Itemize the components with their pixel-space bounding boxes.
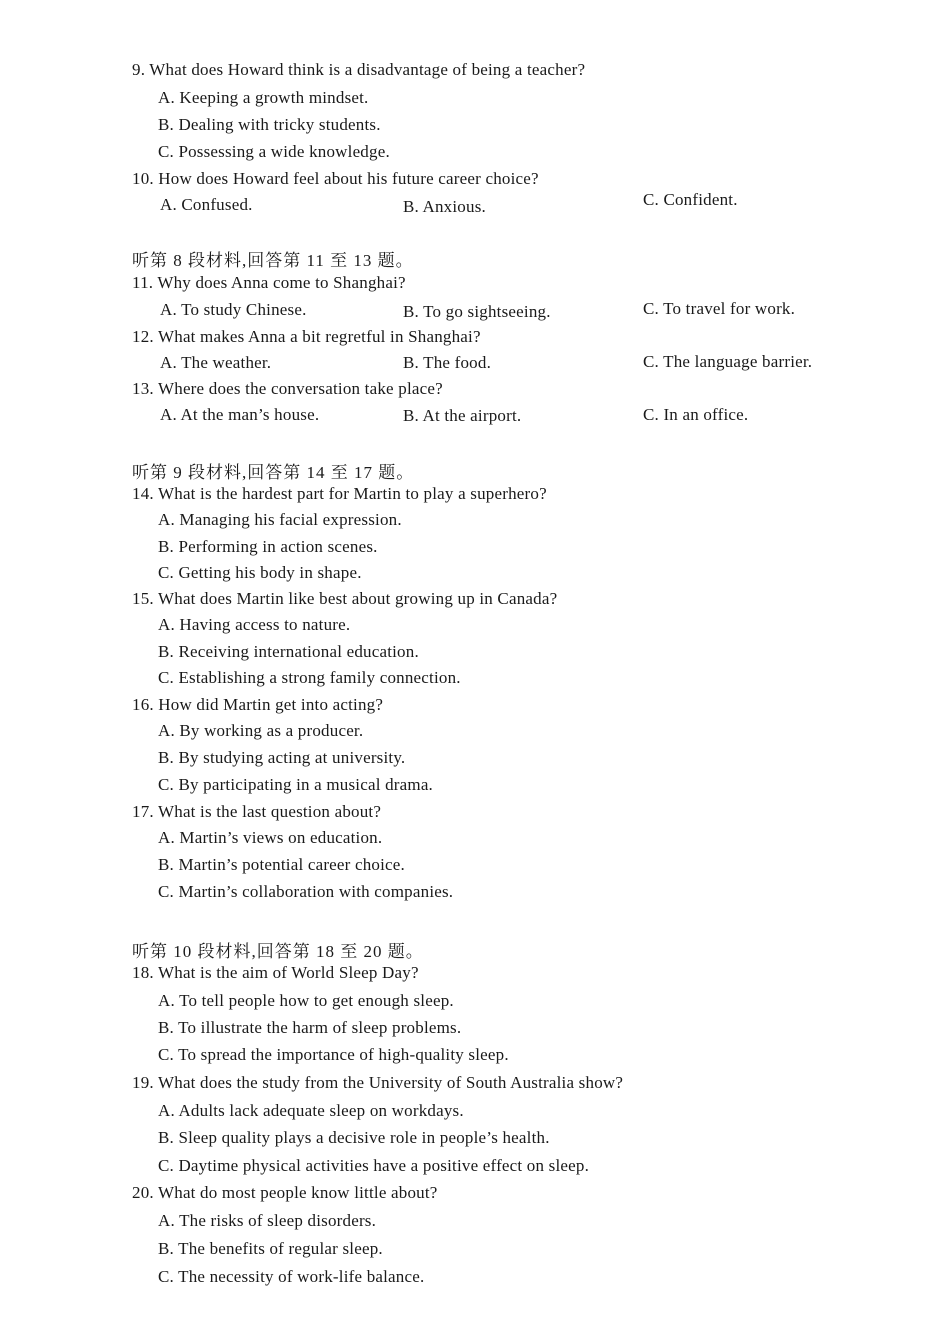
q19-option-b: B. Sleep quality plays a decisive role in people’s health. bbox=[158, 1128, 550, 1147]
q17-option-b: B. Martin’s potential career choice. bbox=[158, 855, 405, 874]
question-14: 14. What is the hardest part for Martin to play a superhero? bbox=[132, 484, 547, 503]
q15-option-b: B. Receiving international education. bbox=[158, 642, 419, 661]
q14-option-a: A. Managing his facial expression. bbox=[158, 510, 402, 529]
q17-option-c: C. Martin’s collaboration with companies. bbox=[158, 882, 454, 901]
q15-option-a: A. Having access to nature. bbox=[158, 615, 351, 634]
question-17: 17. What is the last question about? bbox=[132, 802, 382, 821]
question-10: 10. How does Howard feel about his future career choice? bbox=[132, 169, 539, 188]
question-9: 9. What does Howard think is a disadvantage of being a teacher? bbox=[132, 60, 586, 79]
q13-option-a: A. At the man’s house. bbox=[160, 405, 320, 424]
q20-option-a: A. The risks of sleep disorders. bbox=[158, 1211, 377, 1230]
question-18: 18. What is the aim of World Sleep Day? bbox=[132, 963, 419, 982]
q16-option-b: B. By studying acting at university. bbox=[158, 748, 406, 767]
q9-option-a: A. Keeping a growth mindset. bbox=[158, 88, 369, 107]
q12-option-a: A. The weather. bbox=[160, 353, 272, 372]
q13-option-c: C. In an office. bbox=[643, 405, 749, 424]
q18-option-c: C. To spread the importance of high-quality sleep. bbox=[158, 1045, 509, 1064]
question-20: 20. What do most people know little about? bbox=[132, 1183, 438, 1202]
question-16: 16. How did Martin get into acting? bbox=[132, 695, 384, 714]
q11-option-a: A. To study Chinese. bbox=[160, 300, 307, 319]
q9-option-b: B. Dealing with tricky students. bbox=[158, 115, 381, 134]
q11-option-c: C. To travel for work. bbox=[643, 299, 796, 318]
q19-option-c: C. Daytime physical activities have a positive effect on sleep. bbox=[158, 1156, 590, 1175]
q13-option-b: B. At the airport. bbox=[403, 406, 522, 425]
q20-option-b: B. The benefits of regular sleep. bbox=[158, 1239, 383, 1258]
q14-option-b: B. Performing in action scenes. bbox=[158, 537, 378, 556]
section-10-header: 听第 10 段材料,回答第 18 至 20 题。 bbox=[132, 942, 424, 961]
section-8-header: 听第 8 段材料,回答第 11 至 13 题。 bbox=[132, 251, 414, 270]
q20-option-c: C. The necessity of work-life balance. bbox=[158, 1267, 425, 1286]
q10-option-c: C. Confident. bbox=[643, 190, 738, 209]
section-9-header: 听第 9 段材料,回答第 14 至 17 题。 bbox=[132, 463, 415, 482]
q10-option-b: B. Anxious. bbox=[403, 197, 486, 216]
q14-option-c: C. Getting his body in shape. bbox=[158, 563, 362, 582]
q12-option-b: B. The food. bbox=[403, 353, 492, 372]
q16-option-a: A. By working as a producer. bbox=[158, 721, 364, 740]
q11-option-b: B. To go sightseeing. bbox=[403, 302, 551, 321]
q18-option-b: B. To illustrate the harm of sleep problems. bbox=[158, 1018, 462, 1037]
question-19: 19. What does the study from the University of South Australia show? bbox=[132, 1073, 624, 1092]
q19-option-a: A. Adults lack adequate sleep on workdays. bbox=[158, 1101, 464, 1120]
q16-option-c: C. By participating in a musical drama. bbox=[158, 775, 434, 794]
q18-option-a: A. To tell people how to get enough sleep. bbox=[158, 991, 454, 1010]
question-13: 13. Where does the conversation take place? bbox=[132, 379, 443, 398]
question-12: 12. What makes Anna a bit regretful in Shanghai? bbox=[132, 327, 481, 346]
question-15: 15. What does Martin like best about growing up in Canada? bbox=[132, 589, 558, 608]
question-11: 11. Why does Anna come to Shanghai? bbox=[132, 273, 406, 292]
q15-option-c: C. Establishing a strong family connection. bbox=[158, 668, 461, 687]
q9-option-c: C. Possessing a wide knowledge. bbox=[158, 142, 390, 161]
q17-option-a: A. Martin’s views on education. bbox=[158, 828, 383, 847]
q12-option-c: C. The language barrier. bbox=[643, 352, 813, 371]
q10-option-a: A. Confused. bbox=[160, 195, 253, 214]
